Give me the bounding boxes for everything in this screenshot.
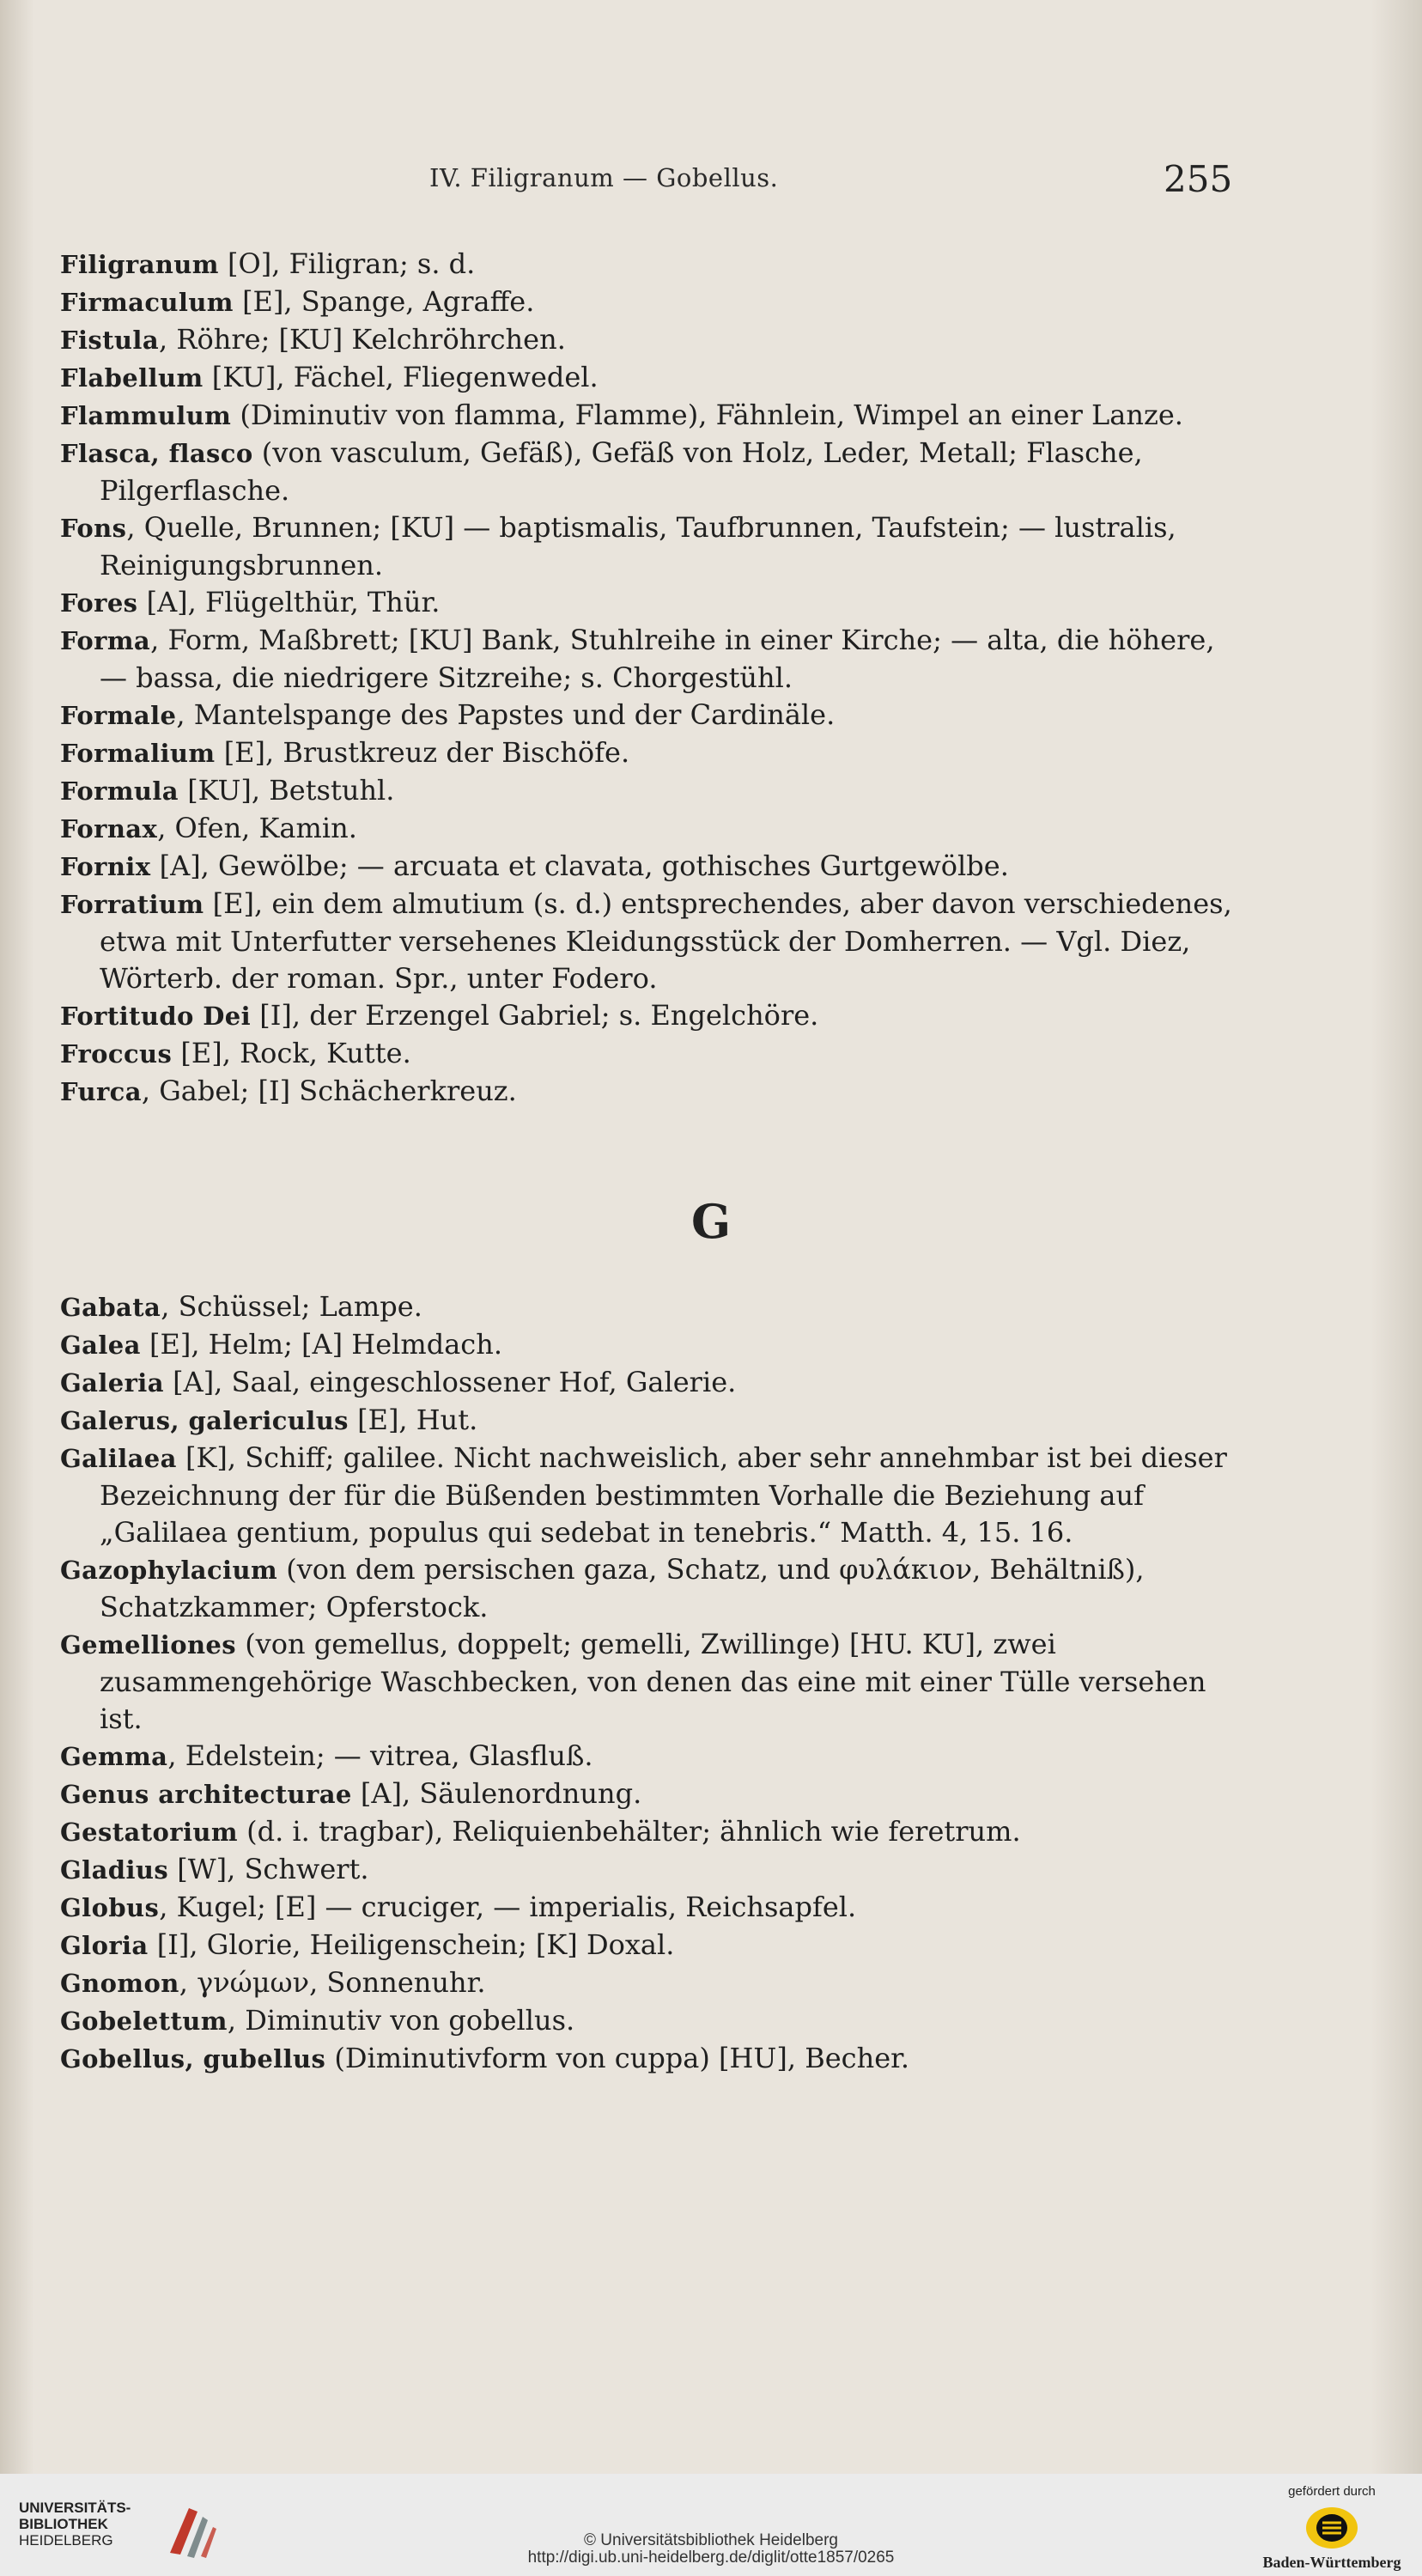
entry-headword: Fores	[60, 588, 138, 618]
dictionary-entry	[60, 1851, 1237, 1889]
entry-definition: [W], Schwert.	[168, 1853, 369, 1885]
dictionary-entry	[60, 772, 1237, 810]
entry-definition: [KU], Betstuhl.	[179, 774, 395, 807]
dictionary-entry	[60, 2002, 1237, 2040]
dictionary-entry	[60, 1813, 1237, 1851]
dictionary-entry	[60, 1626, 1237, 1738]
entry-headword: Gobelettum	[60, 2007, 228, 2036]
entry-definition: [E], Spange, Agraffe.	[233, 285, 535, 318]
entry-definition: [A], Saal, eingeschlossener Hof, Galerie.	[163, 1366, 737, 1398]
dictionary-entry	[60, 1402, 1237, 1440]
entry-headword: Froccus	[60, 1039, 173, 1069]
dictionary-entry	[60, 848, 1237, 886]
dictionary-entry	[60, 1738, 1237, 1775]
library-name-line2: BIBLIOTHEK	[19, 2516, 108, 2532]
dictionary-entry	[60, 1364, 1237, 1402]
section-letter-heading: G	[690, 1194, 732, 1249]
entry-definition: , Quelle, Brunnen; [KU] — baptismalis, Taufbrunnen, Taufstein; — lustralis, Reinigungsbrunnen.	[100, 511, 1185, 582]
library-name-line3: HEIDELBERG	[19, 2532, 113, 2549]
entry-definition: [O], Filigran; s. d.	[218, 247, 476, 280]
dictionary-entry	[60, 2040, 1237, 2078]
dictionary-entry	[60, 509, 1237, 584]
entries-section-g	[60, 1288, 1237, 2078]
entry-definition: [KU], Fächel, Fliegenwedel.	[203, 361, 599, 393]
entry-headword: Globus	[60, 1893, 160, 1922]
entry-headword: Filigranum	[60, 250, 219, 279]
dictionary-entry	[60, 1889, 1237, 1927]
entry-headword: Furca	[60, 1077, 142, 1106]
dictionary-entry	[60, 1551, 1237, 1626]
entry-headword: Fornax	[60, 814, 158, 843]
entry-headword: Gobellus, gubellus	[60, 2044, 326, 2074]
entry-definition: (von gemellus, doppelt; gemelli, Zwillinge) [HU. KU], zwei zusammengehörige Waschbecken, von denen das eine mit einer Tülle versehen ist.	[100, 1628, 1215, 1735]
entry-headword: Galea	[60, 1331, 141, 1360]
entry-definition: (Diminutivform von cuppa) [HU], Becher.	[325, 2042, 910, 2074]
entry-headword: Fortitudo Dei	[60, 1002, 252, 1031]
copyright-text: © Universitätsbibliothek Heidelberg	[584, 2531, 838, 2549]
entries-section-f	[60, 246, 1241, 1111]
entry-headword: Galilaea	[60, 1444, 177, 1473]
funded-by-label: gefördert durch	[1288, 2484, 1376, 2499]
entry-headword: Fistula	[60, 326, 160, 355]
entry-headword: Formalium	[60, 739, 216, 768]
dictionary-entry	[60, 886, 1241, 997]
entry-definition: [K], Schiff; galilee. Nicht nachweislich, aber sehr annehmbar ist bei dieser Bezeichnung der für die Büßenden bestimmten Vorhalle die Beziehung auf „Galilaea gentium, populus qui sedebat in tenebris.“ Matth. 4, 15. 16.	[100, 1441, 1237, 1549]
entry-definition: [E], Rock, Kutte.	[172, 1037, 411, 1069]
entry-definition: [E], ein dem almutium (s. d.) entsprechendes, aber davon verschiedenes, etwa mit Unterfutter versehenes Kleidungsstück der Domherren. — Vgl. Diez, Wörterb. der roman. Spr., unter Fodero.	[100, 887, 1241, 995]
entry-definition: [E], Hut.	[348, 1404, 478, 1436]
dictionary-entry	[60, 1964, 1237, 2002]
entry-headword: Galeria	[60, 1368, 164, 1398]
entry-headword: Gazophylacium	[60, 1556, 278, 1585]
entry-headword: Genus architecturae	[60, 1780, 352, 1809]
entry-definition: (d. i. tragbar), Reliquienbehälter; ähnlich wie feretrum.	[237, 1815, 1021, 1848]
dictionary-entry	[60, 359, 1237, 397]
dictionary-entry	[60, 697, 1237, 734]
entry-definition: [A], Gewölbe; — arcuata et clavata, gothisches Gurtgewölbe.	[150, 850, 1009, 882]
entry-headword: Fornix	[60, 852, 151, 881]
entry-headword: Forma	[60, 626, 151, 655]
entry-definition: (von vasculum, Gefäß), Gefäß von Holz, Leder, Metall; Flasche, Pilgerflasche.	[100, 436, 1152, 507]
entry-headword: Gemelliones	[60, 1630, 237, 1659]
entry-headword: Formula	[60, 776, 179, 806]
entry-headword: Gestatorium	[60, 1818, 238, 1847]
dictionary-entry	[60, 584, 1237, 622]
entry-definition: , Schüssel; Lampe.	[161, 1290, 422, 1323]
entry-definition: , Form, Maßbrett; [KU] Bank, Stuhlreihe in einer Kirche; — alta, die höhere, — bassa, die niedrigere Sitzreihe; s. Chorgestühl.	[100, 624, 1224, 694]
dictionary-entry	[60, 997, 1237, 1035]
state-seal-icon	[1304, 2506, 1360, 2550]
dictionary-entry	[60, 1440, 1237, 1551]
dictionary-entry	[60, 321, 1237, 359]
entry-headword: Flammulum	[60, 401, 232, 430]
entry-headword: Formale	[60, 701, 177, 730]
entry-definition: [E], Brustkreuz der Bischöfe.	[215, 736, 630, 769]
entry-headword: Firmaculum	[60, 288, 234, 317]
dictionary-entry	[60, 1927, 1237, 1964]
dictionary-entry	[60, 283, 1237, 321]
entry-headword: Gabata	[60, 1293, 161, 1322]
entry-headword: Fons	[60, 514, 127, 543]
entry-definition: [A], Säulenordnung.	[351, 1777, 642, 1810]
viewer-footer	[0, 2474, 1422, 2576]
entry-headword: Flasca, flasco	[60, 439, 253, 468]
library-name-line1: UNIVERSITÄTS-	[19, 2500, 131, 2516]
dictionary-entry	[60, 1035, 1237, 1073]
entry-headword: Forratium	[60, 890, 204, 919]
entry-headword: Galerus, galericulus	[60, 1406, 349, 1435]
entry-definition: , Ofen, Kamin.	[157, 812, 357, 844]
funder-logo[interactable]	[1250, 2484, 1413, 2572]
entry-definition: [A], Flügelthür, Thür.	[137, 586, 441, 618]
dictionary-entry	[60, 1073, 1237, 1111]
entry-definition: (von dem persischen gaza, Schatz, und φυλάκιον, Behältniß), Schatzkammer; Opferstock.	[100, 1553, 1153, 1623]
funder-name: Baden-Württemberg	[1262, 2554, 1401, 2571]
entry-definition: , Kugel; [E] — cruciger, — imperialis, Reichsapfel.	[159, 1891, 857, 1923]
entry-headword: Gloria	[60, 1931, 149, 1960]
page-header	[0, 158, 1422, 215]
entry-definition: , γνώμων, Sonnenuhr.	[179, 1966, 486, 1999]
entry-definition: , Diminutiv von gobellus.	[227, 2004, 575, 2037]
entry-headword: Gnomon	[60, 1969, 179, 1998]
entry-definition: [I], der Erzengel Gabriel; s. Engelchöre.	[251, 999, 819, 1032]
entry-definition: (Diminutiv von flamma, Flamme), Fähnlein, Wimpel an einer Lanze.	[231, 399, 1183, 431]
entry-definition: [E], Helm; [A] Helmdach.	[140, 1328, 502, 1361]
dictionary-entry	[60, 246, 1237, 283]
entry-definition: , Gabel; [I] Schächerkreuz.	[141, 1075, 517, 1107]
entry-definition: , Mantelspange des Papstes und der Cardinäle.	[176, 698, 836, 731]
entry-headword: Gladius	[60, 1855, 169, 1885]
permalink[interactable]: http://digi.ub.uni-heidelberg.de/diglit/otte1857/0265	[527, 2549, 895, 2567]
dictionary-entry	[60, 1288, 1237, 1326]
dictionary-entry	[60, 810, 1237, 848]
dictionary-entry	[60, 622, 1237, 697]
copyright-block	[0, 2532, 1422, 2567]
page-number: 255	[1164, 158, 1233, 200]
dictionary-entry	[60, 1326, 1237, 1364]
dictionary-entry	[60, 734, 1237, 772]
entry-headword: Gemma	[60, 1742, 168, 1771]
dictionary-entry	[60, 435, 1237, 509]
entry-definition: , Edelstein; — vitrea, Glasfluß.	[167, 1739, 593, 1772]
entry-headword: Flabellum	[60, 363, 204, 393]
entry-definition: , Röhre; [KU] Kelchröhrchen.	[159, 323, 566, 356]
entry-definition: [I], Glorie, Heiligenschein; [K] Doxal.	[148, 1928, 675, 1961]
dictionary-entry	[60, 1775, 1237, 1813]
running-head: IV. Filigranum — Gobellus.	[429, 163, 779, 192]
dictionary-entry	[60, 397, 1237, 435]
